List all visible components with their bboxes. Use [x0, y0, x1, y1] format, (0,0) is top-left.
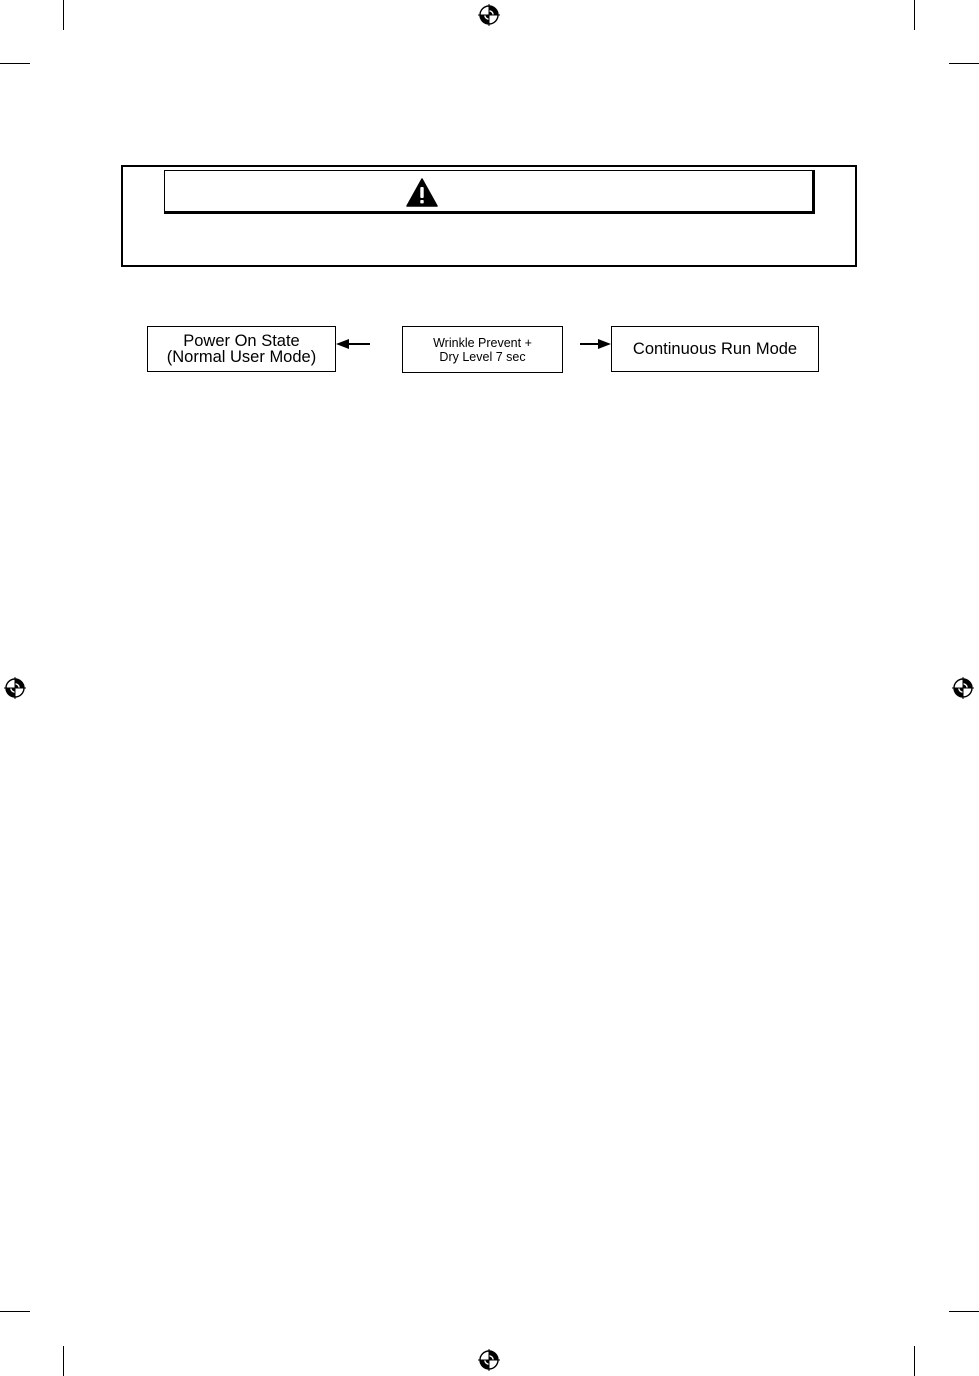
crop-mark-top-right-vertical: [914, 0, 915, 30]
continuous-run-mode-label: Continuous Run Mode: [632, 339, 798, 358]
crop-mark-bottom-left-horizontal: [0, 1311, 30, 1312]
crop-mark-bottom-right-vertical: [914, 1346, 915, 1376]
registration-mark-bottom-icon: [478, 1349, 500, 1371]
registration-mark-right-icon: [952, 677, 974, 699]
wrinkle-prevent-label: Wrinkle Prevent +: [433, 335, 532, 350]
crop-mark-top-left-vertical: [63, 0, 64, 30]
power-on-state-label: Power On State: [183, 332, 300, 350]
arrow-left-icon: [336, 338, 370, 350]
crop-mark-top-left-horizontal: [0, 63, 30, 64]
registration-mark-left-icon: [4, 677, 26, 699]
continuous-run-mode-box: [611, 326, 819, 372]
wrinkle-prevent-trigger-box: [402, 326, 563, 373]
crop-mark-bottom-left-vertical: [63, 1346, 64, 1376]
crop-mark-top-right-horizontal: [949, 63, 979, 64]
dry-level-label: Dry Level 7 sec: [439, 349, 526, 364]
caution-header: [164, 170, 815, 214]
crop-mark-bottom-right-horizontal: [949, 1311, 979, 1312]
registration-mark-top-icon: [478, 4, 500, 26]
arrow-right-icon: [580, 338, 611, 350]
normal-user-mode-label: (Normal User Mode): [166, 348, 317, 366]
power-on-state-box: [147, 326, 336, 372]
warning-triangle-icon: [406, 178, 438, 207]
